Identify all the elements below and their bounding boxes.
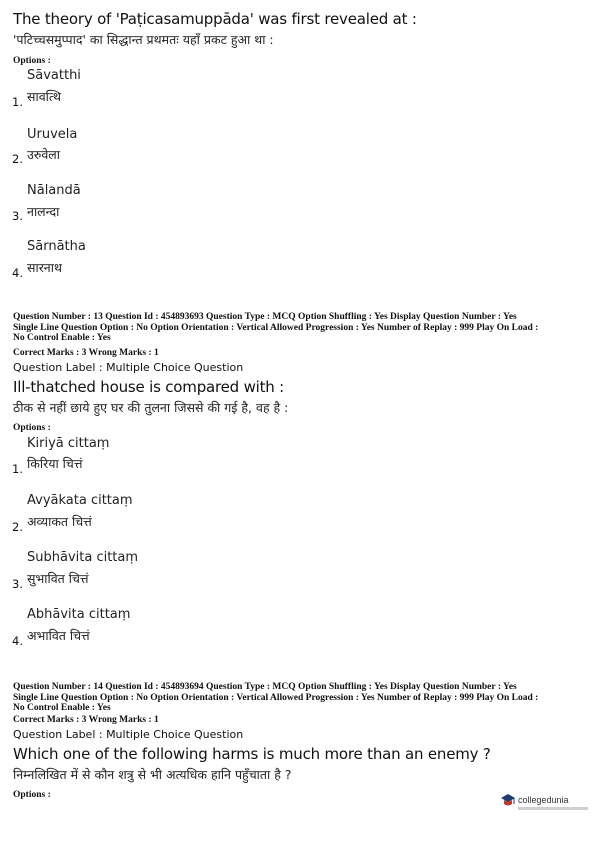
q13-option-1-number: 1. xyxy=(12,462,23,476)
q14-question-label: Question Label : Multiple Choice Question xyxy=(13,728,244,741)
q12-question-en: The theory of 'Paṭicasamuppāda' was first revealed at : xyxy=(13,10,417,28)
q13-option-2-en: Avyākata cittaṃ xyxy=(27,493,133,508)
logo-tagline-bar xyxy=(518,807,588,810)
q13-metadata xyxy=(13,312,583,344)
q12-option-2-hi: उरुवेला xyxy=(27,147,60,162)
q14-marks: Correct Marks : 3 Wrong Marks : 1 xyxy=(13,715,159,725)
q13-option-4-en: Abhāvita cittaṃ xyxy=(27,607,131,622)
q13-question-label: Question Label : Multiple Choice Question xyxy=(13,361,244,374)
q13-options-label: Options : xyxy=(13,423,51,433)
q12-option-3-hi: नालन्दा xyxy=(27,204,60,219)
q12-question-hi: 'पटिच्चसमुप्पाद' का सिद्धान्त प्रथमतः यहाँ प्रकट हुआ था : xyxy=(13,32,274,47)
q13-option-4-number: 4. xyxy=(12,634,23,648)
q14-meta-line-1: Question Number : 14 Question Id : 454893694 Question Type : MCQ Option Shuffling : Yes Display Question Number : Yes xyxy=(13,682,517,692)
q13-option-3-en: Subhāvita cittaṃ xyxy=(27,550,139,565)
q14-meta-line-3: No Control Enable : Yes xyxy=(13,703,111,713)
q13-question-hi: ठीक से नहीं छाये हुए घर की तुलना जिससे की गई है, वह है : xyxy=(13,400,289,415)
q13-option-3-number: 3. xyxy=(12,577,23,591)
q13-option-2-hi: अव्याकत चित्तं xyxy=(27,514,92,529)
logo-text: collegedunia xyxy=(518,795,569,805)
q13-option-2-number: 2. xyxy=(12,520,23,534)
q12-option-2-number: 2. xyxy=(12,152,23,166)
q13-option-4-hi: अभावित चित्तं xyxy=(27,628,90,643)
q14-question-en: Which one of the following harms is much more than an enemy ? xyxy=(13,745,491,763)
q13-option-1-hi: किरिया चित्तं xyxy=(27,456,83,471)
q14-question-hi: निम्नलिखित में से कौन शत्रु से भी अत्यधिक हानि पहुँचाता है ? xyxy=(13,767,292,782)
q12-option-2-en: Uruvela xyxy=(27,127,78,142)
q14-metadata xyxy=(13,682,583,714)
q13-marks: Correct Marks : 3 Wrong Marks : 1 xyxy=(13,348,159,358)
q13-question-en: Ill-thatched house is compared with : xyxy=(13,378,285,396)
q13-meta-line-1: Question Number : 13 Question Id : 454893693 Question Type : MCQ Option Shuffling : Yes Display Question Number : Yes xyxy=(13,312,517,322)
collegedunia-logo xyxy=(500,792,590,822)
q12-option-4-number: 4. xyxy=(12,266,23,280)
graduation-cap-icon xyxy=(500,793,516,811)
q14-meta-line-2: Single Line Question Option : No Option Orientation : Vertical Allowed Progression : Yes Number of Replay : 999 Play On Load : xyxy=(13,692,539,703)
q12-option-3-number: 3. xyxy=(12,209,23,223)
q13-option-1-en: Kiriyā cittaṃ xyxy=(27,436,110,451)
q13-meta-line-2: Single Line Question Option : No Option Orientation : Vertical Allowed Progression : Yes Number of Replay : 999 Play On Load : xyxy=(13,322,539,333)
q12-option-4-en: Sārnātha xyxy=(27,239,86,254)
q13-meta-line-3: No Control Enable : Yes xyxy=(13,333,111,343)
q12-option-3-en: Nālandā xyxy=(27,183,81,198)
q14-options-label: Options : xyxy=(13,790,51,800)
q12-option-4-hi: सारनाथ xyxy=(27,260,62,275)
q12-option-1-en: Sāvatthi xyxy=(27,68,81,83)
q12-option-1-number: 1. xyxy=(12,95,23,109)
q12-options-label: Options : xyxy=(13,56,51,66)
q12-option-1-hi: सावत्थि xyxy=(27,89,61,104)
q13-option-3-hi: सुभावित चित्तं xyxy=(27,571,89,586)
